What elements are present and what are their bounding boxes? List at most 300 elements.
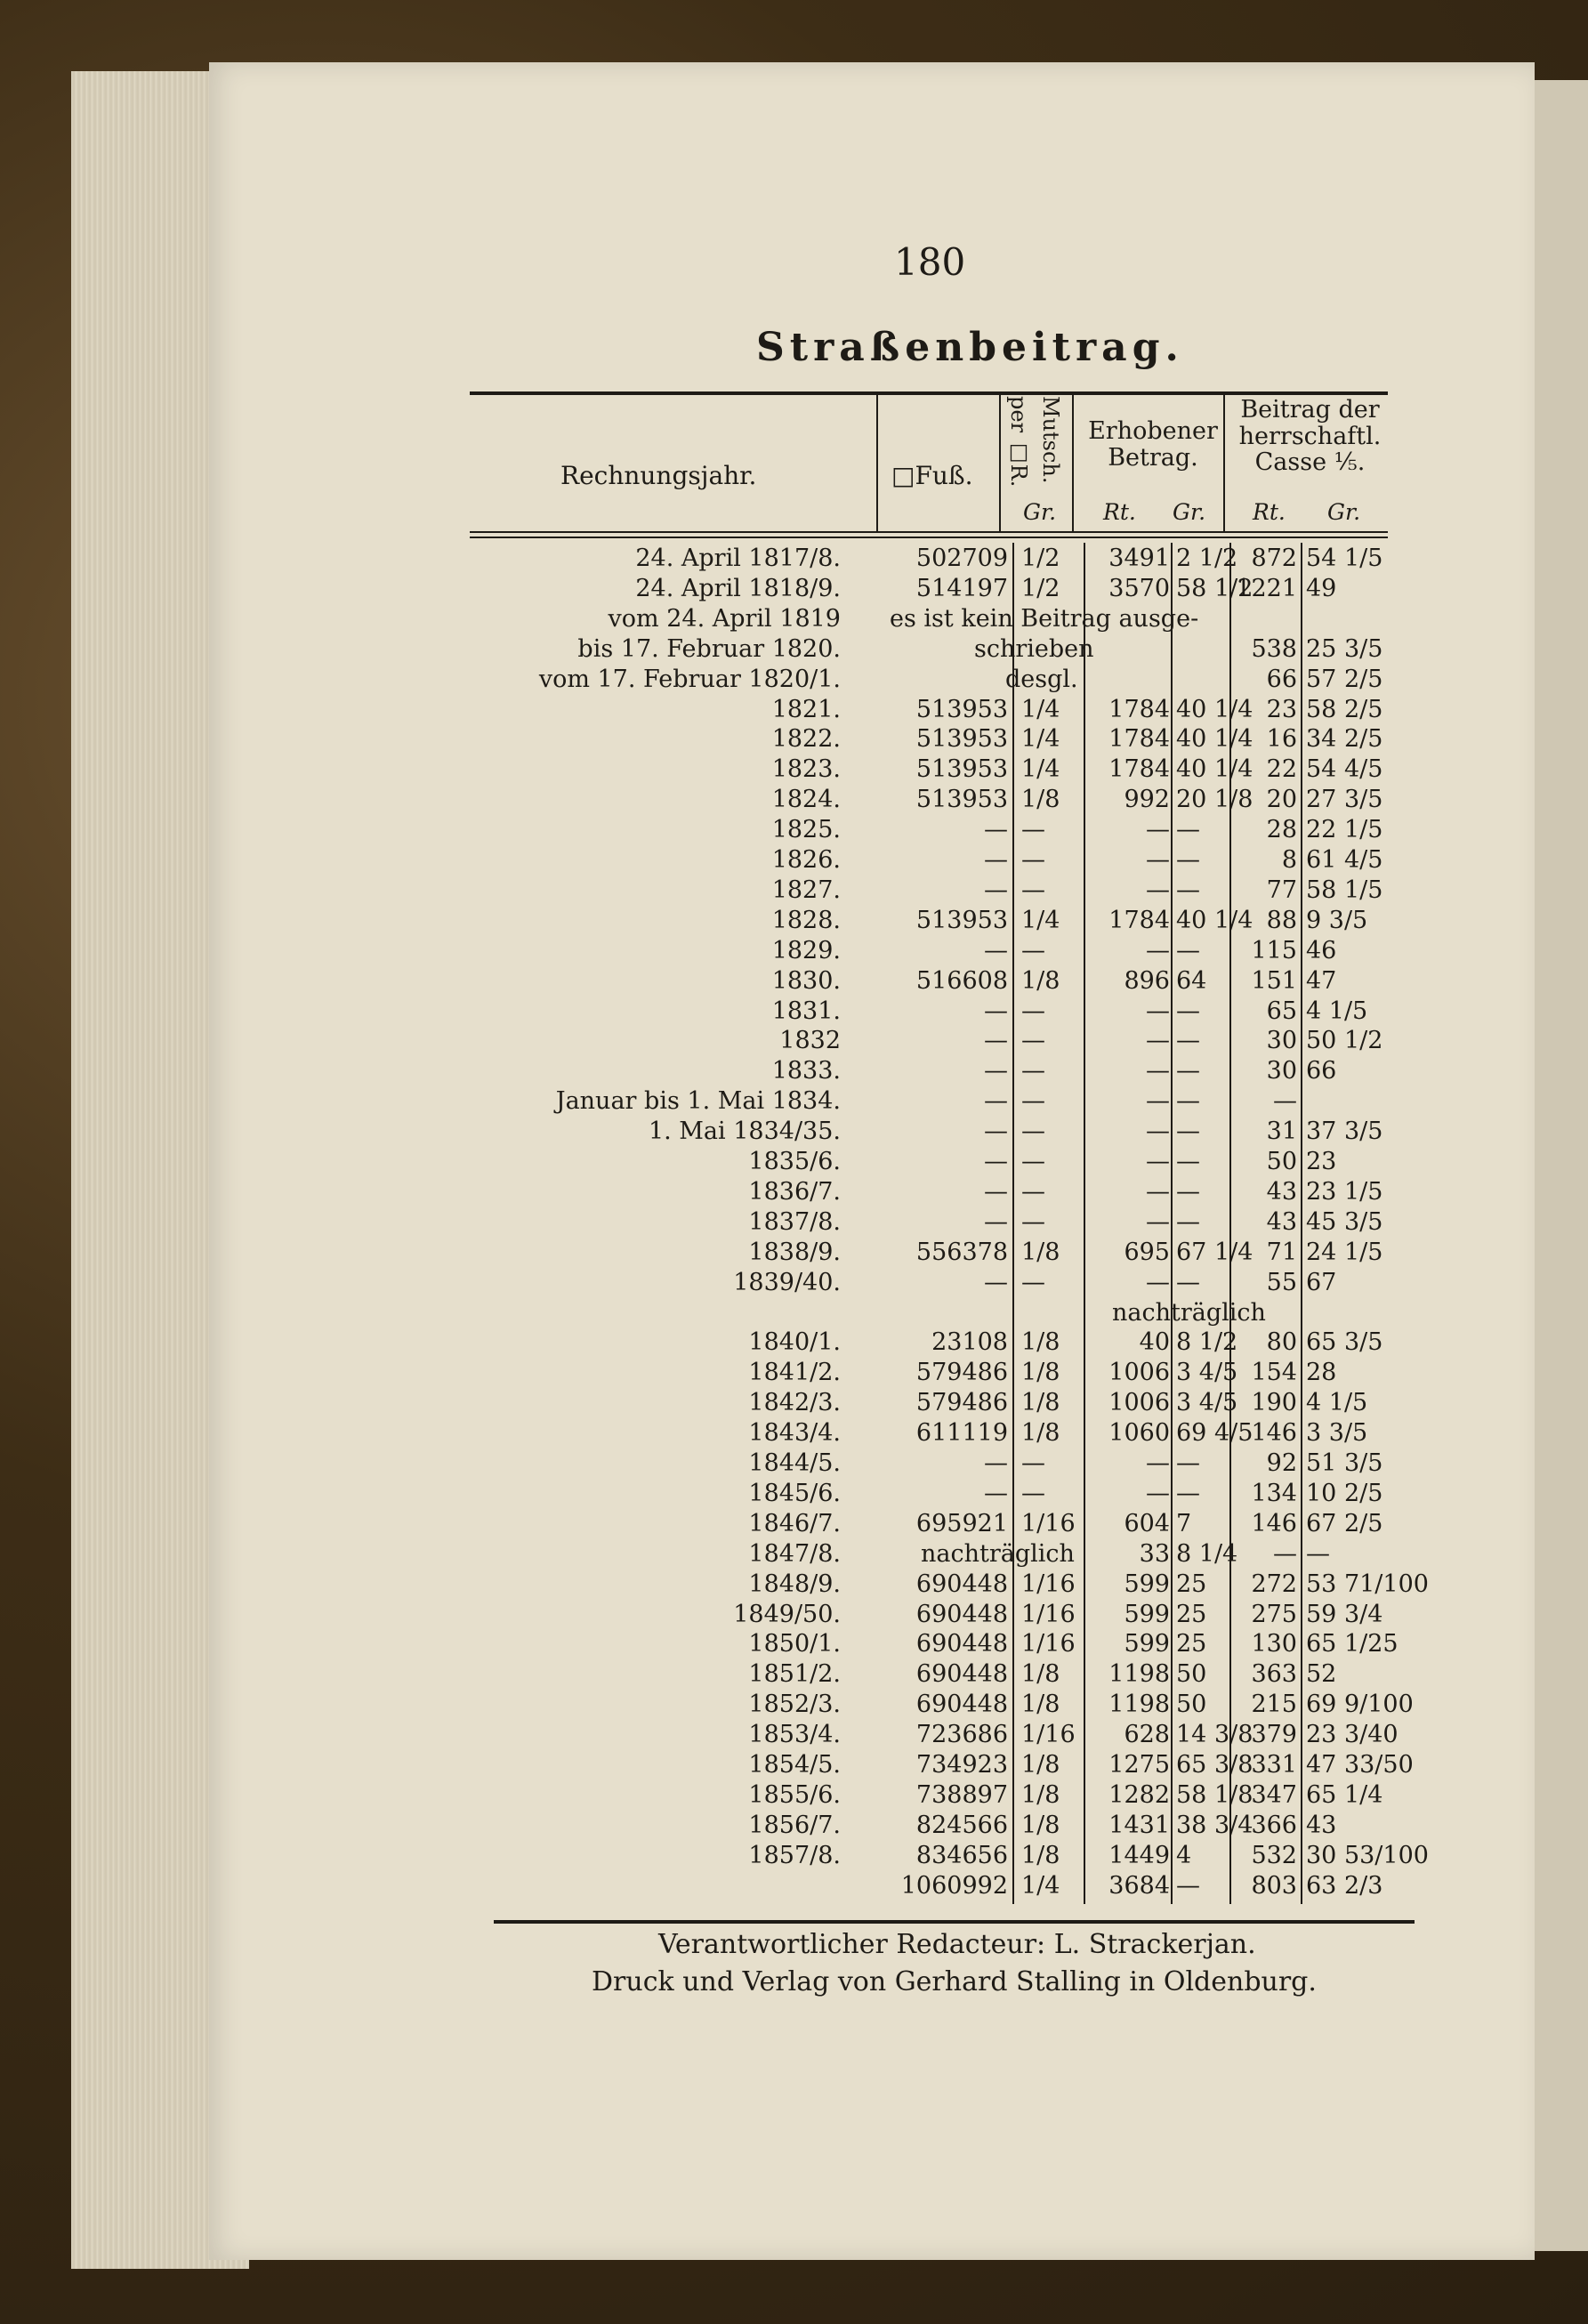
row-collected-gr: — xyxy=(1176,1268,1200,1296)
row-year: 1842/3. xyxy=(748,1389,841,1417)
row-year: 1837/8. xyxy=(748,1207,841,1236)
row-year: 1829. xyxy=(771,936,841,964)
row-contribution-rt: 80 xyxy=(1266,1328,1297,1357)
row-collected-gr: — xyxy=(1176,936,1200,964)
row-per-sqr: 1/8 xyxy=(1021,1419,1060,1448)
table-row xyxy=(0,696,1588,726)
row-year: 1841/2. xyxy=(748,1359,841,1387)
row-year: 1848/9. xyxy=(748,1570,841,1598)
row-contribution-rt: 379 xyxy=(1251,1721,1297,1749)
row-year: 1830. xyxy=(771,966,841,995)
row-year: 1856/7. xyxy=(748,1811,841,1839)
row-contribution-gr: 49 xyxy=(1306,574,1337,602)
row-contribution-gr: 43 xyxy=(1306,1811,1337,1839)
row-collected-rt: 1784 xyxy=(1108,906,1170,934)
row-per-sqr: — xyxy=(1021,1479,1045,1507)
row-collected-gr: — xyxy=(1176,1177,1200,1206)
row-collected-gr: 25 xyxy=(1176,1630,1207,1658)
row-contribution-gr: 65 1/25 xyxy=(1306,1630,1399,1658)
row-year: 1835/6. xyxy=(748,1148,841,1175)
row-per-sqr: 1/8 xyxy=(1021,1780,1060,1809)
row-per-sqr: 1/4 xyxy=(1021,755,1060,784)
table-row xyxy=(0,816,1588,846)
row-year: 24. April 1817/8. xyxy=(635,545,841,572)
row-year: 1821. xyxy=(771,695,841,723)
row-contribution-gr: 25 3/5 xyxy=(1306,634,1383,663)
row-collected-rt: 1784 xyxy=(1108,695,1170,723)
row-year: 1823. xyxy=(771,755,841,784)
row-contribution-rt: 88 xyxy=(1266,906,1297,934)
row-year: bis 17. Februar 1820. xyxy=(577,634,841,663)
row-contribution-rt: 1221 xyxy=(1236,574,1297,602)
row-year: Januar bis 1. Mai 1834. xyxy=(555,1087,841,1116)
row-collected-gr: — xyxy=(1176,1118,1200,1146)
row-per-sqr: 1/8 xyxy=(1021,1751,1060,1779)
row-year: 24. April 1818/9. xyxy=(635,574,841,602)
row-area: 1060992 xyxy=(900,1871,1008,1900)
row-area: — xyxy=(984,1057,1008,1085)
row-contribution-gr: 30 53/100 xyxy=(1306,1841,1429,1869)
row-collected-gr: 4 xyxy=(1176,1841,1192,1869)
row-contribution-rt: 92 xyxy=(1266,1449,1297,1477)
table-row xyxy=(0,1812,1588,1842)
row-per-sqr: — xyxy=(1021,1449,1045,1477)
row-contribution-rt: 65 xyxy=(1266,997,1297,1025)
footer-printer: Druck und Verlag von Gerhard Stalling in Oldenburg. xyxy=(592,1966,1317,1997)
row-contribution-gr: — xyxy=(1306,1539,1330,1568)
header-contribution-rt: Rt. xyxy=(1253,499,1286,525)
table-row xyxy=(0,1328,1588,1359)
row-year: 1847/8. xyxy=(748,1539,841,1568)
row-contribution-gr: 3 3/5 xyxy=(1306,1419,1368,1448)
row-collected-rt: — xyxy=(1146,1148,1170,1175)
row-contribution-gr: 58 2/5 xyxy=(1306,695,1383,723)
row-per-sqr: 1/16 xyxy=(1021,1630,1076,1658)
row-collected-gr: — xyxy=(1176,1871,1200,1900)
row-collected-gr: 40 1/4 xyxy=(1176,725,1253,754)
row-collected-rt: 896 xyxy=(1124,966,1170,995)
row-area: 738897 xyxy=(915,1780,1008,1809)
row-per-sqr: 1/8 xyxy=(1021,1328,1060,1357)
table-row xyxy=(0,997,1588,1028)
row-per-sqr: 1/8 xyxy=(1021,1660,1060,1689)
row-year: 1825. xyxy=(771,816,841,844)
row-per-sqr: 1/16 xyxy=(1021,1600,1076,1628)
row-contribution-rt: 43 xyxy=(1266,1177,1297,1206)
row-area: 556378 xyxy=(915,1238,1008,1266)
row-collected-gr: 58 1/8 xyxy=(1176,1780,1253,1809)
row-collected-gr: 25 xyxy=(1176,1600,1207,1628)
row-collected-rt: — xyxy=(1146,1118,1170,1146)
row-contribution-rt: 20 xyxy=(1266,786,1297,814)
row-collected-gr: 20 1/8 xyxy=(1176,786,1253,814)
table-row xyxy=(0,1359,1588,1389)
row-contribution-gr: 47 33/50 xyxy=(1306,1751,1414,1779)
row-collected-gr: — xyxy=(1176,1479,1200,1507)
row-contribution-rt: 272 xyxy=(1251,1570,1297,1598)
row-note: desgl. xyxy=(1005,665,1078,693)
table-row xyxy=(0,1721,1588,1751)
row-year: 1824. xyxy=(771,786,841,814)
row-year: 1826. xyxy=(771,846,841,874)
table-row xyxy=(0,1570,1588,1601)
row-area: 514197 xyxy=(915,574,1008,602)
row-area: — xyxy=(984,876,1008,904)
table-row xyxy=(0,1751,1588,1781)
row-year: 1849/50. xyxy=(733,1600,841,1628)
row-contribution-rt: 134 xyxy=(1251,1479,1297,1507)
row-per-sqr: 1/16 xyxy=(1021,1509,1076,1537)
row-contribution-rt: 55 xyxy=(1266,1268,1297,1296)
page-number: 180 xyxy=(894,240,966,284)
row-collected-rt: 599 xyxy=(1124,1630,1170,1658)
table-row xyxy=(0,1239,1588,1269)
table-row xyxy=(0,1057,1588,1087)
row-contribution-rt: 190 xyxy=(1251,1389,1297,1417)
table-row xyxy=(0,1510,1588,1540)
row-collected-rt: — xyxy=(1146,1449,1170,1477)
header-bottom-rule xyxy=(470,531,1388,533)
row-contribution-gr: 4 1/5 xyxy=(1306,997,1368,1025)
row-note: nachträglich xyxy=(921,1539,1075,1568)
row-contribution-rt: 215 xyxy=(1251,1691,1297,1719)
row-per-sqr: 1/8 xyxy=(1021,1359,1060,1387)
row-contribution-rt: 23 xyxy=(1266,695,1297,723)
col-sep-3 xyxy=(1072,395,1074,531)
table-row xyxy=(0,1148,1588,1178)
row-collected-rt: 599 xyxy=(1124,1570,1170,1598)
row-contribution-rt: — xyxy=(1273,1539,1297,1568)
table-row xyxy=(0,1842,1588,1872)
row-collected-rt: 1006 xyxy=(1108,1359,1170,1387)
row-contribution-rt: 31 xyxy=(1266,1118,1297,1146)
row-collected-gr: 65 3/8 xyxy=(1176,1751,1253,1779)
table-row xyxy=(0,1480,1588,1510)
row-collected-gr: — xyxy=(1176,846,1200,874)
table-row xyxy=(0,1601,1588,1631)
row-area: 513953 xyxy=(915,755,1008,784)
row-collected-rt: 1060 xyxy=(1108,1419,1170,1448)
table-row xyxy=(0,1299,1588,1329)
row-collected-gr: 50 xyxy=(1176,1691,1207,1719)
row-contribution-rt: 538 xyxy=(1251,634,1297,663)
row-per-sqr: — xyxy=(1021,997,1045,1025)
row-collected-gr: 50 xyxy=(1176,1660,1207,1689)
row-contribution-gr: 10 2/5 xyxy=(1306,1479,1383,1507)
row-collected-gr: 3 4/5 xyxy=(1176,1359,1238,1387)
row-contribution-gr: 63 2/3 xyxy=(1306,1871,1383,1900)
row-year: 1851/2. xyxy=(748,1660,841,1689)
header-contribution: Beitrag der herrschaftl. Casse ⅕. xyxy=(1238,396,1382,477)
row-collected-rt: 628 xyxy=(1124,1721,1170,1749)
row-year: 1839/40. xyxy=(733,1268,841,1296)
row-collected-rt: — xyxy=(1146,876,1170,904)
row-note: nachträglich xyxy=(1112,1298,1266,1327)
row-contribution-rt: 532 xyxy=(1251,1841,1297,1869)
table-row xyxy=(0,755,1588,786)
row-contribution-gr: 65 3/5 xyxy=(1306,1328,1383,1357)
row-collected-gr: — xyxy=(1176,1027,1200,1055)
row-collected-gr: 8 1/2 xyxy=(1176,1328,1238,1357)
row-per-sqr: — xyxy=(1021,1027,1045,1055)
row-contribution-rt: 16 xyxy=(1266,725,1297,754)
table-row xyxy=(0,1027,1588,1057)
row-contribution-rt: 872 xyxy=(1251,545,1297,572)
table-row xyxy=(0,1540,1588,1570)
row-collected-rt: 3570 xyxy=(1108,574,1170,602)
row-collected-rt: 1784 xyxy=(1108,755,1170,784)
row-contribution-gr: 69 9/100 xyxy=(1306,1691,1414,1719)
col-sep-4 xyxy=(1223,395,1225,531)
row-note: es ist kein Beitrag ausge- xyxy=(890,604,1199,633)
row-collected-gr: 67 1/4 xyxy=(1176,1238,1253,1266)
row-contribution-gr: 61 4/5 xyxy=(1306,846,1383,874)
row-per-sqr: — xyxy=(1021,1207,1045,1236)
table-row xyxy=(0,846,1588,876)
row-per-sqr: — xyxy=(1021,816,1045,844)
table-row xyxy=(0,1872,1588,1902)
table-row xyxy=(0,575,1588,605)
row-contribution-rt: 275 xyxy=(1251,1600,1297,1628)
row-year: 1857/8. xyxy=(748,1841,841,1869)
row-area: 695921 xyxy=(915,1509,1008,1537)
row-area: — xyxy=(984,846,1008,874)
row-collected-gr: 8 1/4 xyxy=(1176,1539,1238,1568)
row-per-sqr: — xyxy=(1021,936,1045,964)
row-year: vom 17. Februar 1820/1. xyxy=(538,665,841,693)
row-contribution-gr: 66 xyxy=(1306,1057,1337,1085)
table-row xyxy=(0,1691,1588,1721)
row-year: 1846/7. xyxy=(748,1509,841,1537)
row-contribution-gr: 65 1/4 xyxy=(1306,1780,1383,1809)
row-year: 1853/4. xyxy=(748,1721,841,1749)
col-sep-2 xyxy=(999,395,1001,531)
row-contribution-gr: 45 3/5 xyxy=(1306,1207,1383,1236)
row-area: 690448 xyxy=(915,1691,1008,1719)
row-year: 1832 xyxy=(779,1027,841,1055)
row-contribution-gr: 57 2/5 xyxy=(1306,665,1383,693)
row-area: — xyxy=(984,1479,1008,1507)
row-contribution-rt: 28 xyxy=(1266,816,1297,844)
row-collected-gr: 40 1/4 xyxy=(1176,755,1253,784)
row-contribution-rt: 43 xyxy=(1266,1207,1297,1236)
row-contribution-gr: 24 1/5 xyxy=(1306,1238,1383,1266)
row-year: 1827. xyxy=(771,876,841,904)
row-area: 834656 xyxy=(915,1841,1008,1869)
row-contribution-gr: 59 3/4 xyxy=(1306,1600,1383,1628)
row-year: 1852/3. xyxy=(748,1691,841,1719)
row-area: 502709 xyxy=(915,545,1008,572)
row-year: 1. Mai 1834/35. xyxy=(648,1118,841,1146)
row-area: 734923 xyxy=(915,1751,1008,1779)
table-row xyxy=(0,1389,1588,1419)
row-per-sqr: 1/16 xyxy=(1021,1721,1076,1749)
row-per-sqr: 1/4 xyxy=(1021,725,1060,754)
row-year: 1838/9. xyxy=(748,1238,841,1266)
header-area: □Fuß. xyxy=(891,461,973,490)
row-collected-gr: — xyxy=(1176,997,1200,1025)
row-collected-rt: — xyxy=(1146,816,1170,844)
table-row xyxy=(0,876,1588,907)
table-row xyxy=(0,1087,1588,1118)
table-row xyxy=(0,725,1588,755)
row-contribution-gr: 23 1/5 xyxy=(1306,1177,1383,1206)
row-contribution-rt: 66 xyxy=(1266,665,1297,693)
row-contribution-rt: 30 xyxy=(1266,1057,1297,1085)
row-collected-rt: 1198 xyxy=(1108,1691,1170,1719)
row-collected-gr: 2 1/2 xyxy=(1176,545,1238,572)
header-bottom-rule-2 xyxy=(470,537,1388,538)
row-area: 579486 xyxy=(915,1359,1008,1387)
row-per-sqr: — xyxy=(1021,1148,1045,1175)
row-collected-rt: — xyxy=(1146,1207,1170,1236)
header-top-rule xyxy=(470,391,1388,395)
table-row xyxy=(0,545,1588,575)
row-collected-rt: 599 xyxy=(1124,1600,1170,1628)
row-contribution-gr: 37 3/5 xyxy=(1306,1118,1383,1146)
row-year: 1828. xyxy=(771,906,841,934)
row-collected-rt: 40 xyxy=(1139,1328,1170,1357)
row-collected-gr: 38 3/4 xyxy=(1176,1811,1253,1839)
row-collected-rt: 992 xyxy=(1124,786,1170,814)
row-contribution-gr: 51 3/5 xyxy=(1306,1449,1383,1477)
footer-rule xyxy=(494,1920,1415,1924)
row-collected-gr: 7 xyxy=(1176,1509,1192,1537)
row-collected-rt: 1431 xyxy=(1108,1811,1170,1839)
row-note: schrieben xyxy=(974,634,1094,663)
row-collected-rt: — xyxy=(1146,1177,1170,1206)
row-contribution-gr: 54 4/5 xyxy=(1306,755,1383,784)
row-collected-rt: 1449 xyxy=(1108,1841,1170,1869)
row-collected-rt: 33 xyxy=(1139,1539,1170,1568)
row-contribution-rt: 115 xyxy=(1251,936,1297,964)
row-contribution-rt: 151 xyxy=(1251,966,1297,995)
row-per-sqr: 1/8 xyxy=(1021,1841,1060,1869)
row-collected-rt: 3684 xyxy=(1108,1871,1170,1900)
row-per-sqr: — xyxy=(1021,1177,1045,1206)
col-sep-1 xyxy=(876,395,878,531)
table-row xyxy=(0,635,1588,666)
row-contribution-rt: 146 xyxy=(1251,1509,1297,1537)
row-per-sqr: 1/4 xyxy=(1021,695,1060,723)
row-contribution-gr: 50 1/2 xyxy=(1306,1027,1383,1055)
row-year: 1854/5. xyxy=(748,1751,841,1779)
header-contribution-gr: Gr. xyxy=(1327,499,1361,525)
row-year: 1844/5. xyxy=(748,1449,841,1477)
row-collected-gr: 40 1/4 xyxy=(1176,695,1253,723)
row-collected-gr: — xyxy=(1176,1449,1200,1477)
row-contribution-gr: 4 1/5 xyxy=(1306,1389,1368,1417)
row-collected-gr: — xyxy=(1176,816,1200,844)
row-year: 1850/1. xyxy=(748,1630,841,1658)
row-per-sqr: — xyxy=(1021,846,1045,874)
row-per-sqr: 1/8 xyxy=(1021,1691,1060,1719)
row-area: — xyxy=(984,1177,1008,1206)
table-row xyxy=(0,1781,1588,1812)
row-collected-rt: — xyxy=(1146,1268,1170,1296)
row-area: — xyxy=(984,1087,1008,1116)
row-collected-rt: 1198 xyxy=(1108,1660,1170,1689)
row-area: — xyxy=(984,816,1008,844)
table-row xyxy=(0,666,1588,696)
row-collected-gr: 64 xyxy=(1176,966,1207,995)
table-row xyxy=(0,1178,1588,1208)
header-per-sqr: per □R. xyxy=(1006,396,1031,488)
row-contribution-rt: 803 xyxy=(1251,1871,1297,1900)
row-contribution-gr: 46 xyxy=(1306,936,1337,964)
row-year: 1831. xyxy=(771,997,841,1025)
row-per-sqr: — xyxy=(1021,1118,1045,1146)
row-collected-rt: — xyxy=(1146,936,1170,964)
table-row xyxy=(0,1630,1588,1660)
row-per-sqr: 1/8 xyxy=(1021,966,1060,995)
row-year: 1836/7. xyxy=(748,1177,841,1206)
page-title: Straßenbeitrag. xyxy=(756,325,1184,370)
row-collected-gr: 14 3/8 xyxy=(1176,1721,1253,1749)
row-collected-rt: — xyxy=(1146,997,1170,1025)
row-contribution-rt: 77 xyxy=(1266,876,1297,904)
row-contribution-rt: 154 xyxy=(1251,1359,1297,1387)
row-collected-gr: — xyxy=(1176,1057,1200,1085)
row-collected-gr: — xyxy=(1176,876,1200,904)
row-contribution-rt: 22 xyxy=(1266,755,1297,784)
row-area: 23108 xyxy=(931,1328,1008,1357)
row-contribution-rt: 363 xyxy=(1251,1660,1297,1689)
row-collected-gr: 3 4/5 xyxy=(1176,1389,1238,1417)
row-per-sqr: — xyxy=(1021,1268,1045,1296)
row-area: 690448 xyxy=(915,1600,1008,1628)
row-per-sqr: — xyxy=(1021,1057,1045,1085)
row-per-sqr: 1/16 xyxy=(1021,1570,1076,1598)
row-collected-rt: 604 xyxy=(1124,1509,1170,1537)
header-collected: Erhobener Betrag. xyxy=(1088,417,1218,472)
row-year: 1833. xyxy=(771,1057,841,1085)
row-contribution-gr: 58 1/5 xyxy=(1306,876,1383,904)
row-collected-gr: 40 1/4 xyxy=(1176,906,1253,934)
row-area: — xyxy=(984,1207,1008,1236)
row-collected-rt: — xyxy=(1146,1087,1170,1116)
row-area: — xyxy=(984,1148,1008,1175)
row-year: 1822. xyxy=(771,725,841,754)
row-contribution-gr: 23 xyxy=(1306,1148,1337,1175)
row-contribution-rt: 8 xyxy=(1281,846,1297,874)
row-area: 690448 xyxy=(915,1660,1008,1689)
row-year: 1845/6. xyxy=(748,1479,841,1507)
row-per-sqr: — xyxy=(1021,876,1045,904)
row-per-sqr: 1/4 xyxy=(1021,1871,1060,1900)
row-collected-rt: — xyxy=(1146,1479,1170,1507)
row-contribution-rt: 30 xyxy=(1266,1027,1297,1055)
table-row xyxy=(0,1118,1588,1148)
row-contribution-rt: 146 xyxy=(1251,1419,1297,1448)
row-area: 690448 xyxy=(915,1630,1008,1658)
row-area: 516608 xyxy=(915,966,1008,995)
row-area: — xyxy=(984,936,1008,964)
row-collected-rt: 1275 xyxy=(1108,1751,1170,1779)
row-per-sqr: 1/2 xyxy=(1021,545,1060,572)
row-collected-rt: 1006 xyxy=(1108,1389,1170,1417)
row-collected-gr: — xyxy=(1176,1148,1200,1175)
row-contribution-rt: 366 xyxy=(1251,1811,1297,1839)
row-collected-rt: 695 xyxy=(1124,1238,1170,1266)
table-row xyxy=(0,605,1588,635)
table-row xyxy=(0,907,1588,937)
row-area: — xyxy=(984,997,1008,1025)
row-area: 513953 xyxy=(915,725,1008,754)
table-row xyxy=(0,937,1588,967)
row-year: 1840/1. xyxy=(748,1328,841,1357)
row-collected-rt: — xyxy=(1146,1027,1170,1055)
